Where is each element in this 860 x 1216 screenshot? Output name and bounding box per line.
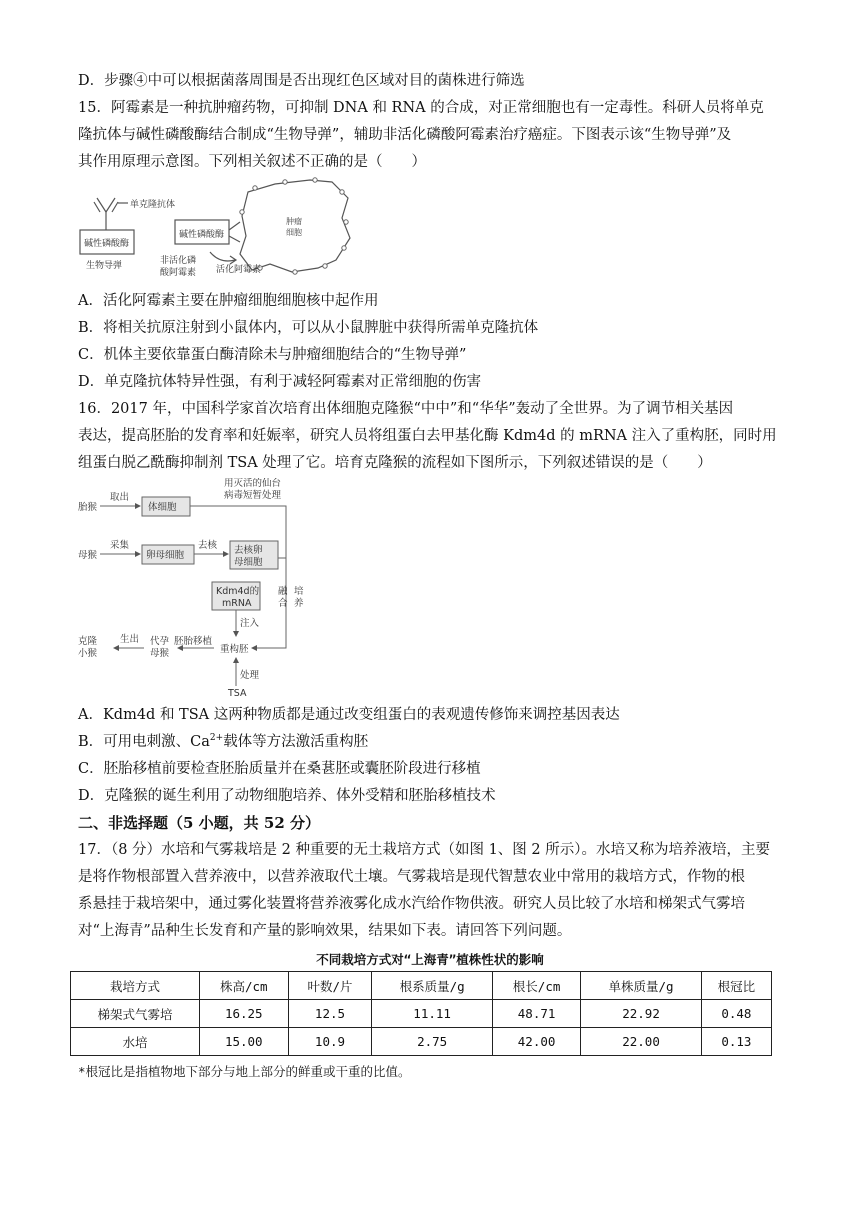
table-header-cell: 栽培方式 xyxy=(71,972,200,1000)
q15-stem-line2: 隆抗体与碱性磷酸酶结合制成“生物导弹”，辅助非活化磷酸阿霉素治疗癌症。下图表示该“生物导弹”及 xyxy=(78,127,732,143)
enzyme-label-right: 碱性磷酸酶 xyxy=(179,230,225,240)
table-cell: 12.5 xyxy=(288,1000,372,1028)
fuse-label-1: 融 xyxy=(278,586,288,597)
q15-stem-line3: 其作用原理示意图。下列相关叙述不正确的是（ ） xyxy=(78,154,426,170)
surrogate-label-2: 母猴 xyxy=(150,648,170,659)
data-table xyxy=(70,971,772,1056)
table-header-cell: 单株质量/g xyxy=(581,972,701,1000)
q17-line4: 对“上海青”品种生长发育和产量的影响效果，结果如下表。请回答下列问题。 xyxy=(78,923,572,939)
table-header-cell: 株高/cm xyxy=(200,972,289,1000)
enzyme-label-left: 碱性磷酸酶 xyxy=(84,239,130,249)
table-header-cell: 叶数/片 xyxy=(288,972,372,1000)
enucleate-label: 去核 xyxy=(198,540,218,551)
table-cell: 梯架式气雾培 xyxy=(71,1000,200,1028)
table-note: *根冠比是指植物地下部分与地上部分的鲜重或干重的比值。 xyxy=(78,1064,411,1079)
table-cell: 22.00 xyxy=(581,1028,701,1056)
option-14d: D．步骤④中可以根据菌落周围是否出现红色区域对目的菌株进行筛选 xyxy=(78,73,525,89)
q15-option-c: C．机体主要依靠蛋白酶清除未与肿瘤细胞结合的“生物导弹” xyxy=(78,347,467,363)
clone-flowchart xyxy=(74,478,314,698)
q15-stem-line1: 15．阿霉素是一种抗肿瘤药物，可抑制 DNA 和 RNA 的合成，对正常细胞也有一定毒性。科研人员将单克 xyxy=(78,100,764,116)
antibody-label: 单克隆抗体 xyxy=(130,200,176,210)
table-caption: 不同栽培方式对“上海青”植株性状的影响 xyxy=(316,952,544,967)
table-header-row xyxy=(71,972,772,1000)
q16-option-a: A．Kdm4d 和 TSA 这两种物质都是通过改变组蛋白的表观遗传修饰来调控基因表达 xyxy=(78,707,620,723)
inject-label: 注入 xyxy=(240,618,260,629)
mother-monkey-label: 母猴 xyxy=(78,550,98,561)
q16-stem-line2: 表达，提高胚胎的发育率和妊娠率，研究人员将组蛋白去甲基化酶 Kdm4d 的 mRNA 注入了重构胚，同时用 xyxy=(78,428,777,444)
enucleated-oocyte-box-2: 母细胞 xyxy=(234,557,263,568)
missile-label: 生物导弹 xyxy=(86,261,123,271)
culture-label-2: 养 xyxy=(294,598,304,609)
table-cell: 0.48 xyxy=(701,1000,771,1028)
active-label: 活化阿霉素 xyxy=(216,265,262,275)
q15-option-a: A．活化阿霉素主要在肿瘤细胞细胞核中起作用 xyxy=(78,293,379,309)
table-row xyxy=(71,1000,772,1028)
tsa-label: TSA xyxy=(228,688,247,698)
table-cell: 0.13 xyxy=(701,1028,771,1056)
q16-option-b-sup: 2+ xyxy=(209,733,224,744)
q15-option-b: B．将相关抗原注射到小鼠体内，可以从小鼠脾脏中获得所需单克隆抗体 xyxy=(78,320,539,336)
collect-label: 采集 xyxy=(110,540,130,551)
table-cell: 48.71 xyxy=(492,1000,581,1028)
birth-label: 生出 xyxy=(120,634,140,645)
table-cell: 16.25 xyxy=(200,1000,289,1028)
reconstructed-embryo-label: 重构胚 xyxy=(220,644,249,655)
table-cell: 2.75 xyxy=(372,1028,492,1056)
section-heading: 二、非选择题（5 小题，共 52 分） xyxy=(78,814,320,832)
inactive-label-2: 酸阿霉素 xyxy=(160,268,197,278)
table-row xyxy=(71,1028,772,1056)
table-cell: 15.00 xyxy=(200,1028,289,1056)
somatic-cell-box: 体细胞 xyxy=(148,502,177,513)
take-out-label: 取出 xyxy=(110,492,130,503)
clone-monkey-label-1: 克隆 xyxy=(78,636,98,647)
table-header-cell: 根冠比 xyxy=(701,972,771,1000)
fetal-monkey-label: 胎猴 xyxy=(78,502,98,513)
sendai-virus-label-2: 病毒短暂处理 xyxy=(224,490,282,501)
table-header-cell: 根系质量/g xyxy=(372,972,492,1000)
sendai-virus-label-1: 用灭活的仙台 xyxy=(224,478,282,489)
table-cell: 22.92 xyxy=(581,1000,701,1028)
fuse-label-2: 合 xyxy=(278,598,288,609)
q16-stem-line1: 16．2017 年，中国科学家首次培育出体细胞克隆猴“中中”和“华华”轰动了全世界。为了调节相关基因 xyxy=(78,401,734,417)
q16-option-b-pre: B．可用电刺激、Ca xyxy=(78,734,210,750)
q16-option-d: D．克隆猴的诞生利用了动物细胞培养、体外受精和胚胎移植技术 xyxy=(78,788,496,804)
q17-line2: 是将作物根部置入营养液中，以营养液取代土壤。气雾栽培是现代智慧农业中常用的栽培方式，作物的根 xyxy=(78,869,745,885)
embryo-transfer-label: 胚胎移植 xyxy=(174,636,213,647)
q17-line1: 17．（8 分）水培和气雾栽培是 2 种重要的无土栽培方式（如图 1、图 2 所示）。水培又称为培养液培，主要 xyxy=(78,842,771,858)
q16-stem-line3: 组蛋白脱乙酰酶抑制剂 TSA 处理了它。培育克隆猴的流程如下图所示，下列叙述错误的是（ ） xyxy=(78,455,712,471)
clone-monkey-label-2: 小猴 xyxy=(78,648,98,659)
table-cell: 水培 xyxy=(71,1028,200,1056)
table-cell: 11.11 xyxy=(372,1000,492,1028)
tumor-label-1: 肿瘤 xyxy=(286,217,302,226)
table-cell: 10.9 xyxy=(288,1028,372,1056)
q16-option-b-post: 载体等方法激活重构胚 xyxy=(223,734,369,750)
surrogate-label-1: 代孕 xyxy=(150,636,170,647)
q16-option-b xyxy=(78,732,368,752)
oocyte-box: 卵母细胞 xyxy=(146,550,185,561)
inactive-label-1: 非活化磷 xyxy=(160,256,197,266)
missile-diagram xyxy=(70,172,370,287)
enucleated-oocyte-box-1: 去核卵 xyxy=(234,545,263,556)
table-header-cell: 根长/cm xyxy=(492,972,581,1000)
culture-label-1: 培 xyxy=(294,586,304,597)
q16-option-c: C．胚胎移植前要检查胚胎质量并在桑葚胚或囊胚阶段进行移植 xyxy=(78,761,481,777)
q17-line3: 系悬挂于栽培架中，通过雾化装置将营养液雾化成水汽给作物供液。研究人员比较了水培和梯架式气雾培 xyxy=(78,896,745,912)
table-cell: 42.00 xyxy=(492,1028,581,1056)
kdm-mrna-box-2: mRNA xyxy=(222,598,252,609)
q15-option-d: D．单克隆抗体特异性强，有利于减轻阿霉素对正常细胞的伤害 xyxy=(78,374,482,390)
treat-label: 处理 xyxy=(240,670,260,681)
tumor-label-2: 细胞 xyxy=(286,228,302,237)
kdm-mrna-box-1: Kdm4d的 xyxy=(216,586,260,597)
